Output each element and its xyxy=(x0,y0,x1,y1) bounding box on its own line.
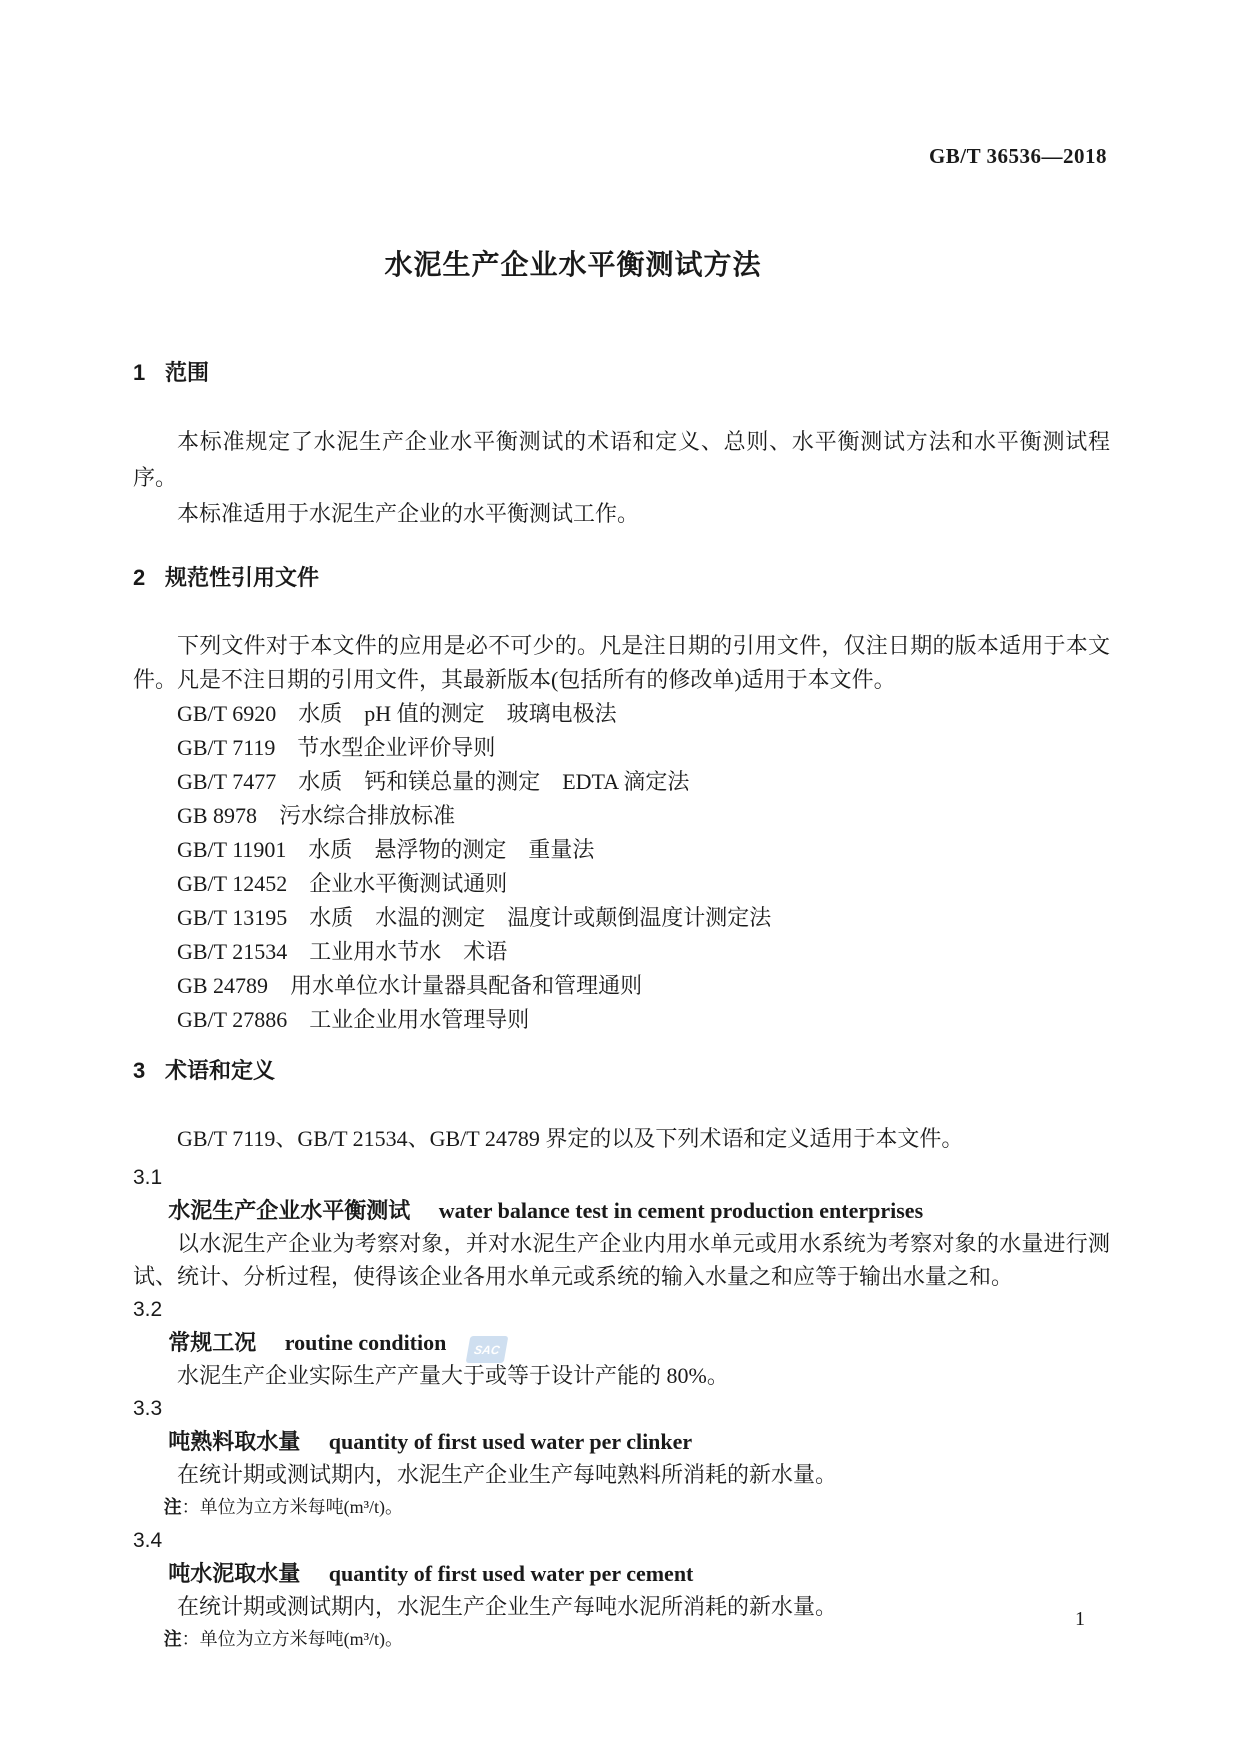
term-definition: 在统计期或测试期内，水泥生产企业生产每吨水泥所消耗的新水量。 xyxy=(177,1594,838,1619)
section-3-heading xyxy=(133,1058,1110,1084)
note-label: 注 xyxy=(163,1497,182,1517)
term-number: 3.3 xyxy=(133,1397,163,1420)
section-1-heading xyxy=(133,360,1110,386)
term-en: quantity of first used water per clinker xyxy=(328,1429,693,1454)
note-text: ：单位为立方米每吨(m³/t)。 xyxy=(181,1497,403,1517)
section-3-number: 3 xyxy=(133,1058,146,1083)
section-2-title: 规范性引用文件 xyxy=(165,565,320,590)
note-label: 注 xyxy=(163,1629,182,1649)
reference-title: 工业企业用水管理导则 xyxy=(309,1007,530,1032)
term-number: 3.4 xyxy=(133,1529,163,1552)
reference-row xyxy=(133,697,1110,731)
term-definition: 以水泥生产企业为考察对象，并对水泥生产企业内用水单元或用水系统为考察对象的水量进行测试、统计、分析过程，使得该企业各用水单元或系统的输入水量之和应等于输出水量之和。 xyxy=(133,1231,1110,1289)
term-number: 3.2 xyxy=(133,1298,163,1321)
term-zh: 吨水泥取水量 xyxy=(168,1561,301,1586)
reference-row xyxy=(133,731,1110,765)
reference-title: 企业水平衡测试通则 xyxy=(309,871,508,896)
note-text: ：单位为立方米每吨(m³/t)。 xyxy=(181,1629,403,1649)
reference-code: GB/T 27886 xyxy=(177,1007,288,1032)
reference-title: 水质 水温的测定 温度计或颠倒温度计测定法 xyxy=(309,905,772,930)
term-heading xyxy=(133,1326,1110,1359)
term-en: water balance test in cement production enterprises xyxy=(438,1198,924,1223)
section-2-content xyxy=(133,629,1110,1037)
term-en: quantity of first used water per cement xyxy=(328,1561,694,1586)
term-number: 3.1 xyxy=(133,1166,163,1189)
reference-code: GB/T 7477 xyxy=(177,769,277,794)
term-note xyxy=(133,1491,1110,1524)
reference-row xyxy=(133,935,1110,969)
reference-row xyxy=(133,1003,1110,1037)
term-heading xyxy=(133,1194,1110,1227)
term-definition: 在统计期或测试期内，水泥生产企业生产每吨熟料所消耗的新水量。 xyxy=(177,1462,838,1487)
term-zh: 常规工况 xyxy=(168,1330,257,1355)
reference-row xyxy=(133,799,1110,833)
reference-title: 工业用水节水 术语 xyxy=(309,939,508,964)
reference-title: 用水单位水计量器具配备和管理通则 xyxy=(290,973,643,998)
reference-code: GB/T 7119 xyxy=(177,735,276,760)
term-note xyxy=(133,1623,1110,1656)
term-definition: 水泥生产企业实际生产产量大于或等于设计产能的 80%。 xyxy=(177,1363,729,1388)
term-heading xyxy=(133,1557,1110,1590)
standard-code: GB/T 36536—2018 xyxy=(928,144,1107,168)
reference-row xyxy=(133,765,1110,799)
term-zh: 吨熟料取水量 xyxy=(168,1429,301,1454)
term-heading xyxy=(133,1425,1110,1458)
reference-code: GB/T 11901 xyxy=(177,837,287,862)
reference-row xyxy=(133,969,1110,1003)
reference-row xyxy=(133,833,1110,867)
sac-watermark-logo: SAC xyxy=(466,1336,509,1363)
page-title: 水泥生产企业水平衡测试方法 xyxy=(384,249,762,280)
reference-title: 水质 pH 值的测定 玻璃电极法 xyxy=(298,701,617,726)
reference-code: GB/T 6920 xyxy=(177,701,277,726)
page-number: 1 xyxy=(1075,1608,1085,1630)
reference-title: 水质 钙和镁总量的测定 EDTA 滴定法 xyxy=(298,769,690,794)
term-en: routine condition xyxy=(284,1330,447,1355)
reference-title: 污水综合排放标准 xyxy=(279,803,456,828)
section-3-title: 术语和定义 xyxy=(165,1058,276,1083)
reference-code: GB/T 21534 xyxy=(177,939,288,964)
section-1-content xyxy=(133,424,1110,532)
section-1-paragraph: 本标准规定了水泥生产企业水平衡测试的术语和定义、总则、水平衡测试方法和水平衡测试程序。 xyxy=(133,429,1110,490)
section-2-heading xyxy=(133,565,1110,591)
section-3-intro: GB/T 7119、GB/T 21534、GB/T 24789 界定的以及下列术语和定义适用于本文件。 xyxy=(177,1126,964,1151)
reference-code: GB 24789 xyxy=(177,973,269,998)
reference-code: GB 8978 xyxy=(177,803,258,828)
reference-row xyxy=(133,901,1110,935)
reference-code: GB/T 13195 xyxy=(177,905,288,930)
reference-row xyxy=(133,867,1110,901)
reference-list xyxy=(133,697,1110,1037)
reference-title: 水质 悬浮物的测定 重量法 xyxy=(308,837,595,862)
section-2-number: 2 xyxy=(133,565,146,590)
section-2-intro: 下列文件对于本文件的应用是必不可少的。凡是注日期的引用文件，仅注日期的版本适用于本文件。凡是不注日期的引用文件，其最新版本(包括所有的修改单)适用于本文件。 xyxy=(133,633,1110,692)
terms-list xyxy=(133,1161,1110,1656)
section-1-paragraph: 本标准适用于水泥生产企业的水平衡测试工作。 xyxy=(177,501,640,526)
reference-code: GB/T 12452 xyxy=(177,871,288,896)
section-1-number: 1 xyxy=(133,360,146,385)
reference-title: 节水型企业评价导则 xyxy=(297,735,496,760)
section-1-title: 范围 xyxy=(165,360,210,385)
term-zh: 水泥生产企业水平衡测试 xyxy=(168,1198,411,1223)
document-body xyxy=(133,360,1110,1656)
